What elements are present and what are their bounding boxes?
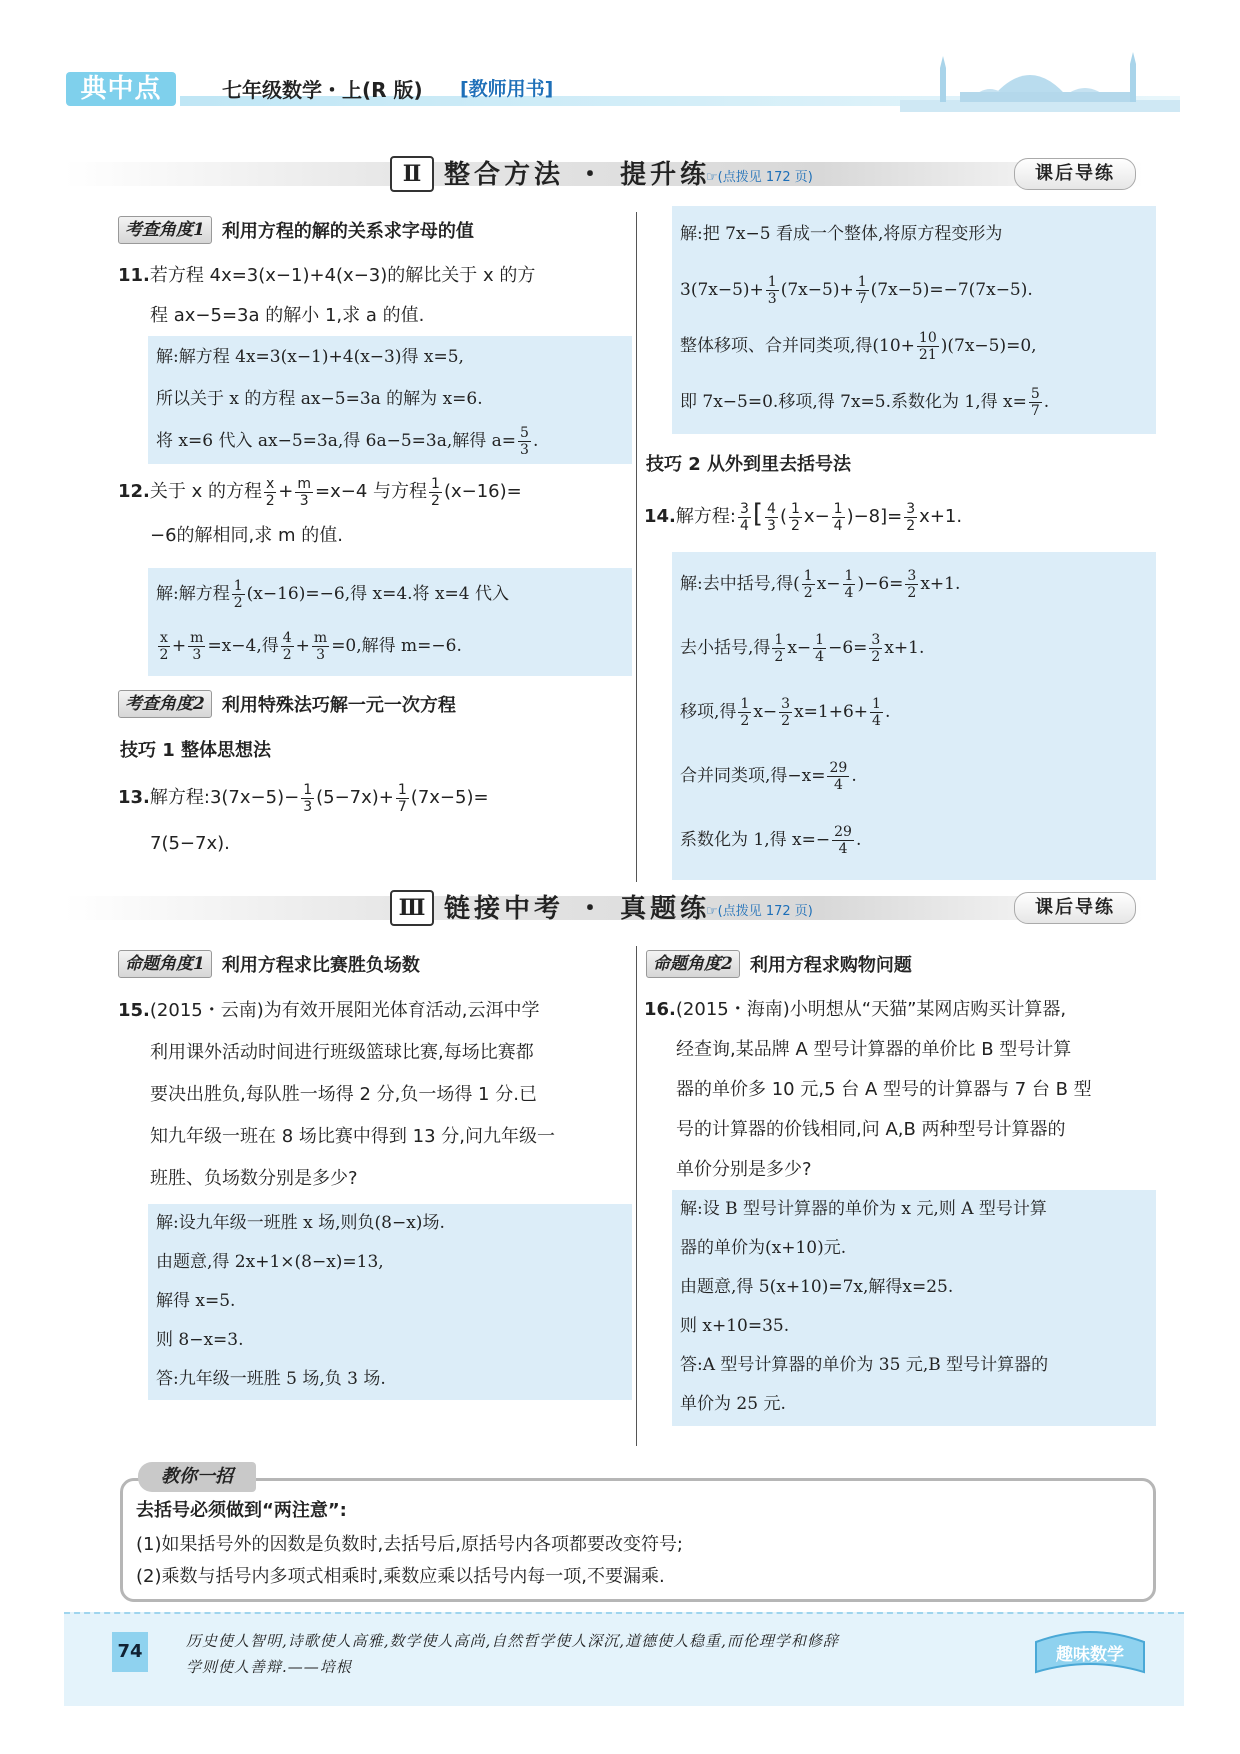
angle-desc: 利用方程求比赛胜负场数 <box>221 955 420 976</box>
fraction: $\frac{29}{4}$ <box>834 824 852 857</box>
solution-line: 将 x=6 代入 ax−5=3a,得 6a−5=3a,解得 a= $\frac{5}{3}$ . <box>156 425 539 458</box>
section-banner-2 <box>64 152 1144 196</box>
page-number: 74 <box>112 1632 148 1672</box>
fraction: $\frac{1}{4}$ <box>844 568 854 601</box>
solution-line: 去小括号,得 $\frac{1}{2}$ x− $\frac{1}{4}$ −6= $\frac{3}{2}$ x+1. <box>680 632 925 665</box>
question-text: 要决出胜负,每队胜一场得 2 分,负一场得 1 分.已 <box>150 1084 537 1105</box>
fun-math-badge-icon <box>1028 1622 1152 1686</box>
footer-quote: 学则使人善辩.——培根 <box>186 1658 352 1676</box>
question-text: 经查询,某品牌 A 型号计算器的单价比 B 型号计算 <box>676 1039 1072 1060</box>
solution-line: 则 x+10=35. <box>680 1316 790 1336</box>
section-note: ☞(点拨见 172 页) <box>706 170 813 185</box>
solution-line: 解:设 B 型号计算器的单价为 x 元,则 A 型号计算 <box>680 1199 1047 1219</box>
fraction: $\frac{3}{2}$ <box>781 696 791 729</box>
tips-tag: 教你一招 <box>138 1462 256 1492</box>
solution-line: 所以关于 x 的方程 ax−5=3a 的解为 x=6. <box>156 389 483 409</box>
tips-line: (2)乘数与括号内多项式相乘时,乘数应乘以括号内每一项,不要漏乘. <box>136 1566 665 1587</box>
solution-line: 解:去中括号,得( $\frac{1}{2}$ x− $\frac{1}{4}$ )−6= $\frac{3}{2}$ x+1. <box>680 568 961 601</box>
tips-title: 去括号必须做到“两注意”: <box>136 1500 347 1521</box>
angle-chip: 考查角度1 <box>118 216 212 244</box>
after-class-tab: 课后导练 <box>1014 892 1136 924</box>
solution-line: 由题意,得 5(x+10)=7x,解得x=25. <box>680 1277 954 1297</box>
fraction: $\frac{10}{21}$ <box>918 330 937 363</box>
solution-line: 解得 x=5. <box>156 1291 236 1311</box>
angle-desc: 利用方程的解的关系求字母的值 <box>221 221 474 242</box>
fraction: $\frac{29}{4}$ <box>829 760 848 793</box>
solution-line: 解:解方程 4x=3(x−1)+4(x−3)得 x=5, <box>156 347 464 367</box>
fraction: $\frac{1}{4}$ <box>872 696 881 729</box>
skill-1-title: 技巧 1 整体思想法 <box>120 740 272 761</box>
fraction: $\frac{x}{2}$ <box>159 630 169 663</box>
fraction: $\frac{1}{2}$ <box>791 500 800 534</box>
proposition-tag-1 <box>118 950 420 978</box>
fraction: $\frac{1}{7}$ <box>397 781 407 815</box>
fraction: $\frac{1}{3}$ <box>767 274 777 307</box>
question-16: 16.(2015・海南)小明想从“天猫”某网店购买计算器, 经查询,某品牌 A 型号计算器的单价比 B 型号计算 器的单价多 10 元,5 台 A 型号的计算器与 7 台 B 型 号的计算器的价钱相同,问 A,B 两种型号计算器的 单价分别是多少? <box>644 990 1164 1190</box>
proposition-tag-2 <box>646 950 912 978</box>
fraction: $\frac{x}{2}$ <box>265 475 275 509</box>
question-14: 14.解方程: $\frac{3}{4}$ [ $\frac{4}{3}$ ( $\frac{1}{2}$ x− $\frac{1}{4}$ )−8]= $\frac{3}{2}$ x+1. <box>644 499 963 534</box>
teacher-tag: [教师用书] <box>460 78 554 100</box>
question-text: −6的解相同,求 m 的值. <box>150 525 343 546</box>
fraction: $\frac{1}{4}$ <box>815 632 825 665</box>
angle-chip: 命题角度1 <box>118 950 212 978</box>
angle-tag-1 <box>118 216 474 244</box>
solution-line: 单价为 25 元. <box>680 1394 786 1414</box>
solution-line: 解:把 7x−5 看成一个整体,将原方程变形为 <box>680 224 1003 244</box>
solution-14 <box>672 552 1156 880</box>
fraction: $\frac{1}{2}$ <box>233 578 243 611</box>
question-number: 11. <box>118 265 150 286</box>
angle-desc: 利用方程求购物问题 <box>749 955 912 976</box>
solution-12 <box>148 568 632 676</box>
fraction: $\frac{4}{2}$ <box>282 630 292 663</box>
fraction: $\frac{3}{4}$ <box>739 500 749 534</box>
solution-line: 答:A 型号计算器的单价为 35 元,B 型号计算器的 <box>680 1355 1049 1375</box>
solution-line: 由题意,得 2x+1×(8−x)=13, <box>156 1252 384 1272</box>
fraction: $\frac{1}{2}$ <box>740 696 750 729</box>
fraction: $\frac{4}{3}$ <box>767 500 776 534</box>
solution-line: 即 7x−5=0.移项,得 7x=5.系数化为 1,得 x= $\frac{5}{7}$ . <box>680 386 1050 419</box>
question-text: 若方程 4x=3(x−1)+4(x−3)的解比关于 x 的方 <box>149 265 536 286</box>
solution-line: 解:设九年级一班胜 x 场,则负(8−x)场. <box>156 1213 445 1233</box>
fraction: $\frac{m}{3}$ <box>313 630 328 663</box>
mosque-skyline-icon <box>900 50 1180 112</box>
fraction: $\frac{5}{7}$ <box>1030 386 1040 419</box>
footer-quote: 历史使人智明,诗歌使人高雅,数学使人高尚,自然哲学使人深沉,道德使人稳重,而伦理学和修辞 <box>186 1632 839 1650</box>
question-12: 12.关于 x 的方程 $\frac{x}{2}$ + $\frac{m}{3}$ =x−4 与方程 $\frac{1}{2}$ (x−16)= −6的解相同,求 m 的值. <box>118 472 628 556</box>
column-divider <box>636 946 637 1446</box>
fraction: $\frac{m}{3}$ <box>190 630 204 663</box>
fraction: $\frac{1}{3}$ <box>303 781 313 815</box>
question-13: 13.解方程:3(7x−5)− $\frac{1}{3}$ (5−7x)+ $\frac{1}{7}$ (7x−5)= 7(5−7x). <box>118 778 628 864</box>
question-text: 器的单价多 10 元,5 台 A 型号的计算器与 7 台 B 型 <box>676 1079 1092 1100</box>
solution-line: 系数化为 1,得 x=− $\frac{29}{4}$ . <box>680 824 862 857</box>
section-number: Ⅱ <box>390 156 434 192</box>
question-text: 利用课外活动时间进行班级篮球比赛,每场比赛都 <box>150 1042 534 1063</box>
angle-chip: 考查角度2 <box>118 690 212 718</box>
solution-line: 答:九年级一班胜 5 场,负 3 场. <box>156 1369 386 1389</box>
question-11 <box>118 256 628 336</box>
angle-desc: 利用特殊法巧解一元一次方程 <box>221 695 456 716</box>
tips-line: (1)如果括号外的因数是负数时,去括号后,原括号内各项都要改变符号; <box>136 1534 684 1555</box>
solution-line: 合并同类项,得−x= $\frac{29}{4}$ . <box>680 760 857 793</box>
column-divider <box>636 212 637 882</box>
question-number: 15. <box>118 1000 150 1021</box>
fraction: $\frac{1}{2}$ <box>803 568 813 601</box>
solution-line: 移项,得 $\frac{1}{2}$ x− $\frac{3}{2}$ x=1+6+ $\frac{1}{4}$ . <box>680 696 891 729</box>
fraction: $\frac{3}{2}$ <box>906 500 916 534</box>
question-number: 16. <box>644 999 676 1020</box>
solution-line: 器的单价为(x+10)元. <box>680 1238 847 1258</box>
fraction: $\frac{1}{2}$ <box>774 632 784 665</box>
fraction: $\frac{1}{7}$ <box>857 274 867 307</box>
solution-line: 整体移项、合并同类项,得(10+ $\frac{10}{21}$ )(7x−5)=0, <box>680 330 1037 363</box>
question-number: 14. <box>644 506 676 527</box>
solution-line: $\frac{x}{2}$ + $\frac{m}{3}$ =x−4,得 $\frac{4}{2}$ + $\frac{m}{3}$ =0,解得 m=−6. <box>159 630 462 663</box>
fraction: $\frac{3}{2}$ <box>907 568 917 601</box>
section-number: Ⅲ <box>390 890 434 926</box>
question-text: 知九年级一班在 8 场比赛中得到 13 分,问九年级一 <box>150 1126 555 1147</box>
solution-16 <box>672 1190 1156 1426</box>
question-text: 7(5−7x). <box>150 833 230 854</box>
fraction: $\frac{1}{2}$ <box>431 475 440 509</box>
book-title: 七年级数学・上(R 版) <box>222 78 423 102</box>
question-text: 程 ax−5=3a 的解小 1,求 a 的值. <box>150 305 425 326</box>
solution-line: 则 8−x=3. <box>156 1330 244 1350</box>
brand-logo: 典中点 <box>66 72 176 106</box>
question-number: 12. <box>118 481 150 502</box>
question-text: 班胜、负场数分别是多少? <box>150 1168 358 1189</box>
section-banner-3 <box>64 886 1144 930</box>
solution-11 <box>148 336 632 464</box>
section-title: 链接中考 ・ 真题练 <box>444 894 711 924</box>
solution-13 <box>672 206 1156 434</box>
fraction: $\frac{1}{4}$ <box>833 500 843 534</box>
question-15: 15.(2015・云南)为有效开展阳光体育活动,云洱中学 利用课外活动时间进行班级篮球比赛,每场比赛都 要决出胜负,每队胜一场得 2 分,负一场得 1 分.已 知九年级一班在 8 场比赛中得到 13 分,问九年级一 班胜、负场数分别是多少? <box>118 990 632 1200</box>
skill-2-title: 技巧 2 从外到里去括号法 <box>646 454 852 475</box>
svg-text:趣味数学: 趣味数学 <box>1056 1645 1124 1665</box>
question-text: 号的计算器的价钱相同,问 A,B 两种型号计算器的 <box>676 1119 1066 1140</box>
question-number: 13. <box>118 787 150 808</box>
fraction: $\frac{m}{3}$ <box>297 475 312 509</box>
fraction: $\frac{5}{3}$ <box>520 425 529 458</box>
section-title: 整合方法 ・ 提升练 <box>444 160 711 190</box>
solution-15 <box>148 1204 632 1400</box>
section-note: ☞(点拨见 172 页) <box>706 904 813 919</box>
angle-chip: 命题角度2 <box>646 950 740 978</box>
question-text: 单价分别是多少? <box>676 1159 812 1180</box>
fraction: $\frac{3}{2}$ <box>871 632 881 665</box>
solution-line: 解:解方程 $\frac{1}{2}$ (x−16)=−6,得 x=4.将 x=4 代入 <box>156 578 510 611</box>
after-class-tab: 课后导练 <box>1014 158 1136 190</box>
angle-tag-2 <box>118 690 456 718</box>
solution-line: 3(7x−5)+ $\frac{1}{3}$ (7x−5)+ $\frac{1}{7}$ (7x−5)=−7(7x−5). <box>680 274 1033 307</box>
